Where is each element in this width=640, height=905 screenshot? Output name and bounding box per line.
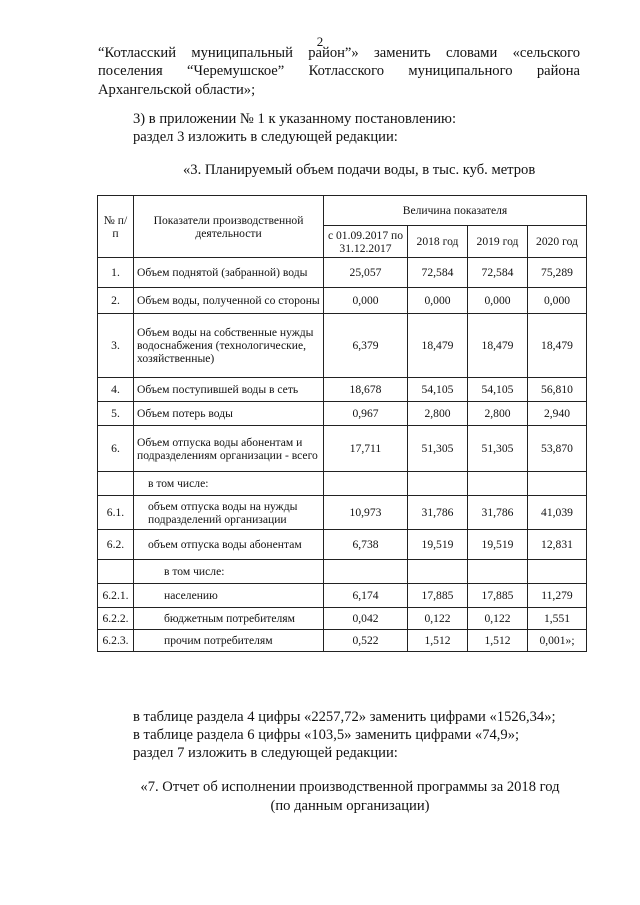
row-value: 0,000 [468,288,528,314]
row-label: Объем потерь воды [134,402,324,426]
row-number [98,560,134,584]
table-row [98,288,587,314]
section-7-heading [130,778,570,816]
row-value: 54,105 [408,378,468,402]
row-value: 19,519 [468,530,528,560]
row-value [408,472,468,496]
after-line-3: раздел 7 изложить в следующей редакции: [133,745,398,761]
row-value: 75,289 [528,258,587,288]
intro-line-2: поселения “Черемушское” Котласского муниципального района [98,63,580,79]
row-value: 41,039 [528,496,587,530]
row-value: 0,967 [324,402,408,426]
table-row [98,608,587,630]
row-value: 0,522 [324,630,408,652]
row-number [98,472,134,496]
row-value: 0,122 [468,608,528,630]
intro-line-4: 3) в приложении № 1 к указанному постановлению: [133,111,457,127]
row-value: 0,122 [408,608,468,630]
row-value [324,472,408,496]
row-value: 10,973 [324,496,408,530]
row-number: 6.2.1. [98,584,134,608]
table-row [98,584,587,608]
row-number: 6.2.2. [98,608,134,630]
row-value: 51,305 [408,426,468,472]
row-value: 18,678 [324,378,408,402]
row-label: объем отпуска воды на нужды подразделений организации [134,496,324,530]
row-value: 54,105 [468,378,528,402]
row-value: 12,831 [528,530,587,560]
row-value: 1,512 [468,630,528,652]
row-value: 18,479 [528,314,587,378]
row-value: 2,800 [408,402,468,426]
row-value: 2,940 [528,402,587,426]
after-line-2: в таблице раздела 6 цифры «103,5» заменить цифрами «74,9»; [133,727,520,743]
row-value: 17,885 [408,584,468,608]
table-row [98,314,587,378]
table-row [98,402,587,426]
header-period: 2020 год [528,226,587,258]
water-supply-table [97,195,587,652]
row-value: 2,800 [468,402,528,426]
row-label: в том числе: [134,472,324,496]
intro-line-1: “Котласский муниципальный район”» заменить словами «сельского [98,45,580,61]
row-label: Объем воды на собственные нужды водоснабжения (технологические, хозяйственные) [134,314,324,378]
row-label: Объем поступившей воды в сеть [134,378,324,402]
row-value: 17,885 [468,584,528,608]
row-label: бюджетным потребителям [134,608,324,630]
row-value: 25,057 [324,258,408,288]
section-7-heading-line-2: (по данным организации) [270,798,430,814]
table-row [98,258,587,288]
header-period: 2018 год [408,226,468,258]
row-value: 31,786 [468,496,528,530]
header-number: № п/п [98,196,134,258]
row-label: Объем отпуска воды абонентам и подразделениям организации - всего [134,426,324,472]
row-value: 19,519 [408,530,468,560]
header-indicator: Показатели производственной деятельности [134,196,324,258]
row-number: 4. [98,378,134,402]
row-value: 17,711 [324,426,408,472]
header-value-group: Величина показателя [324,196,587,226]
header-period: 2019 год [468,226,528,258]
section-3-heading: «3. Планируемый объем подачи воды, в тыс. куб. метров [183,162,536,178]
row-value: 6,379 [324,314,408,378]
row-value: 18,479 [468,314,528,378]
row-value: 6,174 [324,584,408,608]
row-value: 72,584 [408,258,468,288]
row-value: 51,305 [468,426,528,472]
row-value: 1,512 [408,630,468,652]
row-number: 6.1. [98,496,134,530]
row-value: 0,000 [528,288,587,314]
row-value: 31,786 [408,496,468,530]
section-7-heading-line-1: «7. Отчет об исполнении производственной программы за 2018 год [140,779,560,795]
header-period: с 01.09.2017 по 31.12.2017 [324,226,408,258]
table-row [98,630,587,652]
table-row [98,378,587,402]
row-label: в том числе: [134,560,324,584]
row-value: 0,001»; [528,630,587,652]
row-label: населению [134,584,324,608]
row-number: 6. [98,426,134,472]
row-value: 0,000 [408,288,468,314]
row-label: Объем воды, полученной со стороны [134,288,324,314]
row-value: 11,279 [528,584,587,608]
row-number: 6.2. [98,530,134,560]
table-row [98,472,587,496]
row-value: 72,584 [468,258,528,288]
table-row [98,496,587,530]
row-value [408,560,468,584]
row-number: 3. [98,314,134,378]
row-value [324,560,408,584]
row-label: Объем поднятой (забранной) воды [134,258,324,288]
after-line-1: в таблице раздела 4 цифры «2257,72» заменить цифрами «1526,34»; [133,709,556,725]
row-value: 0,000 [324,288,408,314]
table-row [98,426,587,472]
row-value: 0,042 [324,608,408,630]
row-value: 56,810 [528,378,587,402]
row-number: 1. [98,258,134,288]
intro-line-5: раздел 3 изложить в следующей редакции: [133,129,398,145]
intro-line-3: Архангельской области»; [98,82,256,98]
row-value [528,560,587,584]
row-label: прочим потребителям [134,630,324,652]
row-value: 6,738 [324,530,408,560]
row-number: 5. [98,402,134,426]
row-value [468,472,528,496]
row-label: объем отпуска воды абонентам [134,530,324,560]
table-row [98,560,587,584]
table-row [98,530,587,560]
row-value: 1,551 [528,608,587,630]
row-value [468,560,528,584]
row-number: 2. [98,288,134,314]
row-value [528,472,587,496]
row-value: 18,479 [408,314,468,378]
page-number: 2 [316,34,324,49]
row-number: 6.2.3. [98,630,134,652]
row-value: 53,870 [528,426,587,472]
